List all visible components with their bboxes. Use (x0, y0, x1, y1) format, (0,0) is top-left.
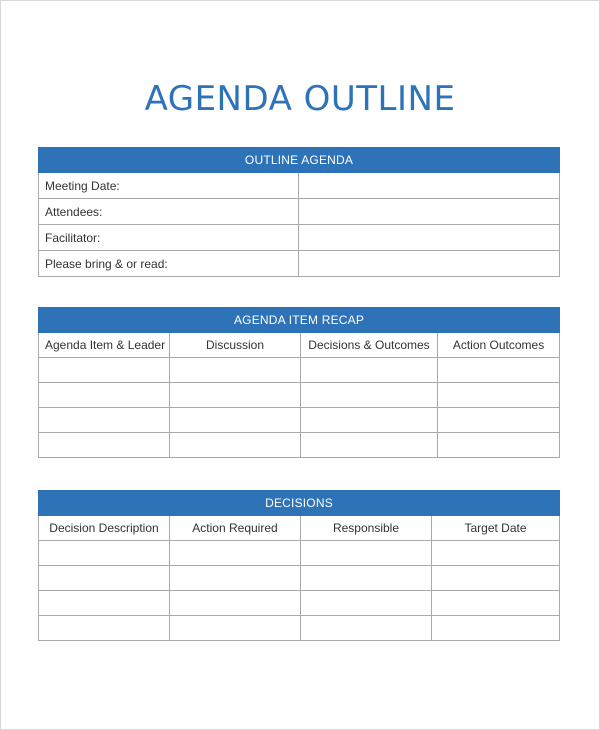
table-cell[interactable] (170, 433, 301, 458)
meeting-date-label: Meeting Date: (39, 173, 299, 199)
table-cell[interactable] (39, 566, 170, 591)
table-cell[interactable] (170, 541, 301, 566)
column-header: Responsible (301, 516, 432, 541)
attendees-label: Attendees: (39, 199, 299, 225)
table-cell[interactable] (39, 383, 170, 408)
table-cell[interactable] (432, 616, 560, 641)
table-cell[interactable] (438, 383, 560, 408)
attendees-field[interactable] (299, 199, 560, 225)
table-cell[interactable] (301, 566, 432, 591)
table-row (39, 566, 560, 591)
table-row (39, 408, 560, 433)
table-cell[interactable] (438, 408, 560, 433)
agenda-item-recap-table (38, 307, 560, 458)
meeting-date-field[interactable] (299, 173, 560, 199)
table-cell[interactable] (432, 541, 560, 566)
decisions-table (38, 490, 560, 641)
table-cell[interactable] (432, 591, 560, 616)
table-cell[interactable] (170, 358, 301, 383)
table-cell[interactable] (170, 616, 301, 641)
table-row (39, 616, 560, 641)
table-row (39, 541, 560, 566)
agenda-item-recap-header: AGENDA ITEM RECAP (39, 308, 560, 333)
decisions-header: DECISIONS (39, 491, 560, 516)
table-cell[interactable] (39, 616, 170, 641)
table-cell[interactable] (170, 591, 301, 616)
facilitator-label: Facilitator: (39, 225, 299, 251)
column-header-row (39, 333, 560, 358)
table-cell[interactable] (39, 408, 170, 433)
outline-agenda-table (38, 147, 560, 277)
column-header-row (39, 516, 560, 541)
table-cell[interactable] (301, 433, 438, 458)
table-cell[interactable] (39, 541, 170, 566)
column-header: Discussion (170, 333, 301, 358)
table-cell[interactable] (432, 566, 560, 591)
table-cell[interactable] (170, 566, 301, 591)
table-cell[interactable] (438, 358, 560, 383)
table-row (39, 591, 560, 616)
page-title: AGENDA OUTLINE (144, 79, 456, 119)
table-row (39, 225, 560, 251)
table-cell[interactable] (39, 591, 170, 616)
table-cell[interactable] (301, 383, 438, 408)
table-row (39, 433, 560, 458)
column-header: Decisions & Outcomes (301, 333, 438, 358)
facilitator-field[interactable] (299, 225, 560, 251)
table-cell[interactable] (301, 616, 432, 641)
column-header: Agenda Item & Leader (39, 333, 170, 358)
table-cell[interactable] (301, 408, 438, 433)
please-bring-label: Please bring & or read: (39, 251, 299, 277)
table-cell[interactable] (301, 591, 432, 616)
table-cell[interactable] (39, 433, 170, 458)
outline-agenda-header: OUTLINE AGENDA (39, 148, 560, 173)
table-cell[interactable] (438, 433, 560, 458)
table-cell[interactable] (301, 358, 438, 383)
column-header: Decision Description (39, 516, 170, 541)
table-row (39, 251, 560, 277)
table-row (39, 199, 560, 225)
column-header: Action Outcomes (438, 333, 560, 358)
please-bring-field[interactable] (299, 251, 560, 277)
table-cell[interactable] (170, 408, 301, 433)
column-header: Action Required (170, 516, 301, 541)
table-row (39, 383, 560, 408)
table-cell[interactable] (301, 541, 432, 566)
table-cell[interactable] (170, 383, 301, 408)
column-header: Target Date (432, 516, 560, 541)
table-row (39, 173, 560, 199)
table-row (39, 358, 560, 383)
table-cell[interactable] (39, 358, 170, 383)
